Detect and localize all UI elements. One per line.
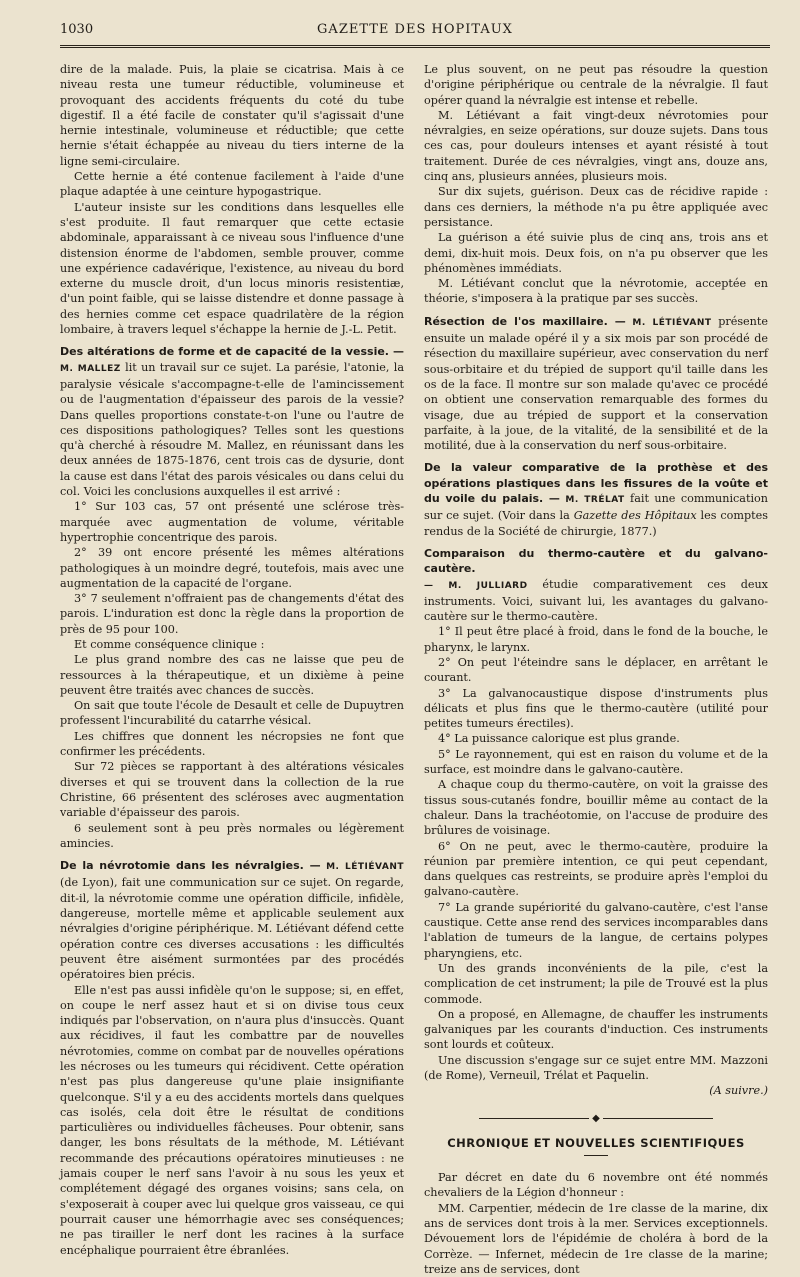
paragraph: 1° Sur 103 cas, 57 ont présenté une sclérose très-marquée avec augmentation de volume, véritable hypertrophie concentrique des parois. — [60, 500, 404, 544]
paragraph: 7° La grande supériorité du galvano-cautère, c'est l'anse caustique. Cette anse rend des services incomparables dans l'ablation de tumeurs de la langue, de certains polypes pharyngiens, etc. — [424, 900, 768, 960]
paragraph: On sait que toute l'école de Desault et celle de Dupuytren professent l'incurabilité du catarrhe vésical. — [60, 699, 404, 728]
section-text: présente ensuite un malade opéré il y a six mois par son procédé de résection du maxillaire supérieur, avec conservation du nerf sous-orbitaire et du trépied de support qu'il taille dans les os de la face. Il montre sur son malade qu'avec ce procédé on obtient une conservation remarquable des formes du visage, due au trépied de support et la conservation parfaite, à la joue, de la vitalité, de la sensibilité et de la motilité, due à la conservation du nerf sous-orbitaire. — [424, 314, 769, 453]
paragraph: 2° 39 ont encore présenté les mêmes altérations pathologiques à un moindre degré, toutefois, mais avec une augmentation de la capacité de l'organe. — [60, 546, 404, 590]
paragraph: 6 seulement sont à peu près normales ou légèrement amincies. — [60, 821, 404, 850]
section-title: De la névrotomie dans les névralgies. — — [60, 859, 321, 873]
paragraph: MM. Carpentier, médecin de 1re classe de la marine, dix ans de services dont trois à la mer. Services exceptionnels. Dévouement lors de l'épidémie de choléra à bord de la Corrèze. — Infernet, médecin de 1re classe de la marine; treize ans de services, dont — [424, 1201, 768, 1276]
paragraph: La guérison a été suivie plus de cinq ans, trois ans et demi, dix-huit mois. Deux fois, on n'a pu observer que les phénomènes immédiats. — [424, 231, 768, 275]
section-intro: étudie comparativement ces deux instruments. Voici, suivant lui, les avantages du galvano-cautère sur le thermo-cautère. — [424, 577, 768, 624]
section-nevrotomie — [60, 858, 404, 982]
section-intro: lit un travail sur ce sujet. La parésie, l'atonie, la paralysie vésicale s'accompagne-t-elle de l'amincissement ou de l'augmentation d'épaisseur des parois de la vessie? Dans quelles proportions constate-t-on l'une ou l'autre de ces dispositions pathologiques? Telles sont les questions qu'à cherché à résoudre M. Mallez, en réunissant dans les deux années de 1875-1876, cent trois cas de dysurie, dont la cause est dans l'état des parois vésicales ou dans celui du col. Voici les conclusions auxquelles il est arrivé : — [60, 360, 404, 499]
section-title: De la valeur comparative de la prothèse et des opérations plastiques dans les fissures de la voûte et du voile du palais. — — [424, 461, 768, 506]
paragraph: 2° On peut l'éteindre sans le déplacer, en arrêtant le courant. — [424, 655, 768, 685]
author-name: M. LÉTIÉVANT — [632, 317, 712, 328]
paragraph: Une discussion s'engage sur ce sujet entre MM. Mazzoni (de Rome), Verneuil, Trélat et Paquelin. — [424, 1053, 768, 1082]
section-title: Des altérations de forme et de capacité de la vessie. — — [60, 345, 404, 359]
author-name: M. TRÉLAT — [565, 495, 625, 506]
to-be-continued — [424, 1083, 768, 1098]
section-text: les comptes rendus de la Société de chirurgie, 1877.) — [424, 509, 768, 538]
ornamental-divider: ◆ — [424, 1111, 768, 1126]
section-prothese — [424, 460, 768, 538]
journal-title: GAZETTE DES HOPITAUX — [317, 22, 513, 37]
paragraph: 6° On ne peut, avec le thermo-cautère, produire la réunion par première intention, ce qui peut cependant, dans quelques cas restreints, se produire après l'emploi du galvano-cautère. — [424, 839, 768, 899]
author-name: — M. JULLIARD — [424, 580, 528, 591]
paragraph: Un des grands inconvénients de la pile, c'est la complication de cet instrument; la pile de Trouvé est la plus commode. — [424, 961, 768, 1006]
section-vessie — [60, 344, 404, 499]
paragraph: 3° 7 seulement n'offraient pas de changements d'état des parois. L'induration est donc la règle dans la proportion de près de 95 pour 100. — [60, 592, 404, 636]
paragraph: 5° Le rayonnement, qui est en raison du volume et de la surface, est moindre dans le galvano-cautère. — [424, 747, 768, 777]
paragraph: dire de la malade. Puis, la plaie se cicatrisa. Mais à ce niveau resta une tumeur réductible, volumineuse et provoquant des accidents fréquents du coté du tube digestif. Il a été facile de constater qu'il s'agissait d'une hernie intestinale, volumineuse et réductible; que cette hernie s'était échappée au niveau du tiers interne de la ligne semi-circulaire. — [60, 63, 404, 168]
paragraph: Sur dix sujets, guérison. Deux cas de récidive rapide : dans ces derniers, la méthode n'a pu être appliquée avec persistance. — [424, 185, 768, 229]
paragraph: Et comme conséquence clinique : — [74, 637, 265, 651]
section-intro: (de Lyon), fait une communication sur ce sujet. On regarde, dit-il, la névrotomie comme une opération difficile, infidèle, dangereuse, mortelle même et applicable seulement aux névralgies d'origine périphérique. M. Létiévant défend cette opération contre ces diverses accusations : les difficultés peuvent être aisément surmontées par des procédés opératoires bien précis. — [60, 876, 404, 982]
paragraph: L'auteur insiste sur les conditions dans lesquelles elle s'est produite. Il faut remarquer que cette ectasie abdominale, apparaissant à ce niveau sous l'influence d'une distension énorme de l'abdomen, semble prouver, comme une expérience cadavérique, l'existence, au niveau du bord externe du muscle droit, d'un locus minoris resistentiæ, d'un point faible, qui se laisse distendre et donne passage à des hernies comme cet espace quadrilatère de la région lombaire, à travers lequel s'échappe la hernie de J.-L. Petit. — [60, 200, 404, 337]
paragraph: Cette hernie a été contenue facilement à l'aide d'une plaque adaptée à une ceinture hypogastrique. — [60, 170, 404, 199]
section-thermo-cautere — [424, 546, 768, 624]
paragraph: Le plus grand nombre des cas ne laisse que peu de ressources à la thérapeutique, et un dixième à peine peuvent être traités avec chances de succès. — [60, 653, 404, 697]
section-title: Comparaison du thermo-cautère et du galvano-cautère. — [424, 546, 768, 576]
paragraph: Le plus souvent, on ne peut pas résoudre la question d'origine périphérique ou centrale de la névralgie. Il faut opérer quand la névralgie est intense et rebelle. — [424, 63, 768, 107]
page-header — [60, 22, 770, 42]
paragraph: Sur 72 pièces se rapportant à des altérations vésicales diverses et qui se trouvent dans la collection de la rue Christine, 66 présentent des scléroses avec augmentation variable d'épaisseur des parois. — [60, 760, 404, 820]
to-be-continued-label: (A suivre.) — [709, 1084, 768, 1098]
paragraph: On a proposé, en Allemagne, de chauffer les instruments galvaniques par les courants d'induction. Ces instruments sont lourds et coûteux. — [424, 1007, 768, 1052]
left-column — [60, 62, 404, 1258]
right-column — [424, 62, 768, 1277]
paragraph: 3° La galvanocaustique dispose d'instruments plus délicats et plus fins que le thermo-cautère (utilité pour petites tumeurs érectiles). — [424, 686, 768, 731]
paragraph: M. Létiévant conclut que la névrotomie, acceptée en théorie, s'imposera à la pratique par ses succès. — [424, 277, 768, 306]
author-name: M. MALLEZ — [60, 363, 121, 374]
paragraph: 1° Il peut être placé à froid, dans le fond de la bouche, le pharynx, le larynx. — [424, 625, 768, 654]
section-resection — [424, 314, 768, 454]
journal-reference: Gazette des Hôpitaux — [573, 509, 697, 523]
paragraph: 4° La puissance calorique est plus grande. — [438, 732, 680, 746]
page-number: 1030 — [60, 22, 94, 37]
section-title: Résection de l'os maxillaire. — — [424, 314, 626, 328]
paragraph: A chaque coup du thermo-cautère, on voit la graisse des tissus sous-cutanés fondre, bouillir même au contact de la chaleur. Dans la trachéotomie, on l'accuse de produire des brûlures de voisinage. — [424, 778, 768, 838]
paragraph: Par décret en date du 6 novembre ont été nommés chevaliers de la Légion d'honneur : — [424, 1171, 768, 1200]
title-underline — [584, 1155, 608, 1156]
chronique-title: CHRONIQUE ET NOUVELLES SCIENTIFIQUES — [447, 1135, 745, 1150]
author-name: M. LÉTIÉVANT — [326, 862, 404, 873]
paragraph: M. Létiévant a fait vingt-deux névrotomies pour névralgies, en seize opérations, sur douze sujets. Dans tous ces cas, pour douleurs intenses et ayant résisté à tout traitement. Durée de ces névralgies, vingt ans, douze ans, cinq ans, plusieurs années, plusieurs mois. — [424, 108, 768, 184]
paragraph: Les chiffres que donnent les nécropsies ne font que confirmer les précédents. — [60, 729, 404, 759]
section-text: fait une communication sur ce sujet. (Voir dans la — [424, 492, 768, 523]
header-rule — [60, 45, 770, 48]
paragraph: Elle n'est pas aussi infidèle qu'on le suppose; si, en effet, on coupe le nerf assez haut et si on divise tous ceux indiqués par l'observation, on n'aura plus d'insuccès. Quant aux récidives, il faut les combattre par de nouvelles névrotomies, comme on combat par de nouvelles opérations les nécroses ou les tumeurs qui récidivent. Cette opération n'est pas plus dangereuse qu'une plaie insignifiante quelconque. S'il y a eu des accidents mortels dans quelques cas isolés, cela doit être le résultat de conditions particulières ou individuelles fâcheuses. Pour obtenir, sans danger, les bons résultats de la méthode, M. Létiévant recommande des précautions opératoires minutieuses : ne jamais couper le nerf sans l'avoir à nu sous les yeux et complétement dégagé des organes voisins; sans cela, on s'exposerait à couper avec lui quelque gros vaisseau, ce qui pourrait causer une hémorrhagie avec ses conséquences; ne pas tirailler le nerf dont les racines à la surface encéphalique pourraient être ébranlées. — [60, 983, 404, 1257]
